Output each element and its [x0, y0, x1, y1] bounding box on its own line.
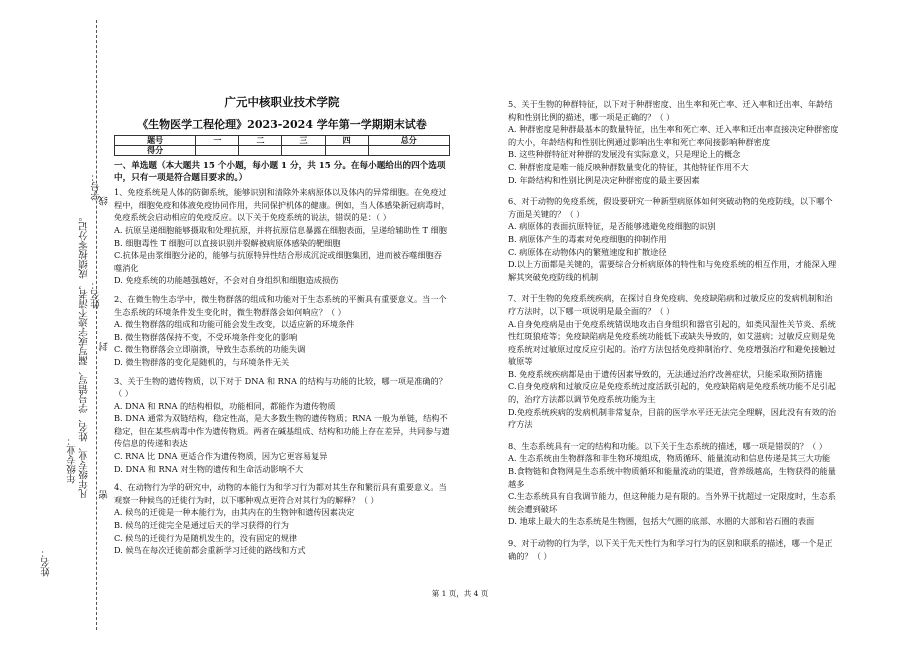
option: B. 细胞毒性 T 细胞可以直接识别并裂解被病原体感染的靶细胞 — [114, 237, 341, 248]
option: C. 候鸟的迁徙行为是随机发生的，没有固定的规律 — [114, 532, 298, 543]
right-column — [508, 98, 840, 571]
page-footer: 第 1 页，共 4 页 — [431, 589, 489, 598]
option: C.自身免疫病和过敏反应是免疫系统过度活跃引起的，免疫缺陷病是免疫系统功能不足引起的，治疗方法都以调节免疫系统功能为主 — [508, 381, 836, 405]
question-stem: 9、对于动物的行为学，以下关于先天性行为和学习行为的区别和联系的描述，哪一个是正确的？（ ） — [508, 538, 833, 561]
question-3 — [114, 375, 450, 476]
option: A. 抗原呈递细胞能够摄取和处理抗原，并将抗原信息暴露在细胞表面，呈递给辅助性 T 细胞 — [114, 224, 447, 235]
option: C.抗体是由浆细胞分泌的，能够与抗原特异性结合形成沉淀或细胞集团，进而被吞噬细胞吞噬消化 — [114, 250, 442, 273]
option: C. 微生物群落会立即崩溃，导致生态系统的功能失调 — [114, 344, 306, 355]
seal-mark: 封 — [99, 342, 110, 352]
binding-rule: 凡年级专业、姓名、学号错写、漏写或字迹不清者， — [79, 280, 90, 499]
option: D. 年龄结构和性别比例是决定种群密度的最主要因素 — [508, 174, 700, 185]
score-header-cell: 三 — [282, 136, 325, 146]
option: A. 病原体的表面抗原特征，是否能够逃避免疫细胞的识别 — [508, 221, 716, 232]
option: D.免疫系统疾病的发病机制非常复杂，目前的医学水平还无法完全理解，因此没有有效的治疗方法 — [508, 406, 837, 430]
option: B. 病原体产生的毒素对免疫细胞的抑制作用 — [508, 233, 667, 244]
question-stem: 3、关于生物的遗传物质，以下对于 DNA 和 RNA 的结构与功能的比较，哪一项是准确的？（ ） — [114, 375, 447, 399]
question-stem: 8、生态系统具有一定的结构和功能。以下关于生态系统的描述，哪一项是错误的？（ ） — [508, 440, 827, 451]
option: A. 微生物群落的组成和功能可能会发生改变，以适应新的环境条件 — [114, 319, 355, 330]
option: A. 生态系统由生物群落和非生物环境组成，物质循环、能量流动和信息传递是其三大功能 — [508, 453, 831, 464]
binding-cut-line — [96, 20, 97, 630]
option: B. 免疫系统疾病都是由于遗传因素导致的，无法通过治疗改善症状，只能采取预防措施 — [508, 368, 823, 379]
score-cell[interactable] — [196, 146, 239, 156]
option: A. DNA 和 RNA 的结构相似，功能相同，都能作为遗传物质 — [114, 400, 336, 411]
exam-note: 成绩按零分记。 — [79, 212, 90, 279]
section-title: 一、单选题（本大题共 15 个小题，每小题 1 分，共 15 分。在每小题给出的四个选项中，只有一项是符合题目要求的。） — [114, 161, 446, 184]
question-7 — [508, 292, 840, 431]
option: C. RNA 比 DNA 更适合作为遗传物质，因为它更容易复异 — [114, 451, 328, 462]
question-stem: 7、对于生物的免疫系统疾病，在探讨自身免疫病、免疫缺陷病和过敏反应的发病机制和治疗方法时，以下哪一项说明是最全面的？（ ） — [508, 293, 833, 316]
question-stem: 5、关于生物的种群特征，以下对于种群密度、出生率和死亡率、迁入率和迁出率、年龄结构和性别比例的描述，哪一项是正确的？（ ） — [508, 99, 833, 122]
score-row-label: 得分 — [115, 146, 196, 156]
option: B. 这些种群特征对种群的发展没有实际意义，只是理论上的概念 — [508, 149, 741, 160]
school-name: 广元中核职业技术学院 — [224, 95, 340, 109]
score-cell[interactable] — [282, 146, 325, 156]
binding-margin — [0, 0, 112, 651]
grade-major-label: 年级专业： — [67, 436, 78, 484]
option: A. 种群密度是种群最基本的数量特征，出生率和死亡率、迁入率和迁出率直接决定种群密度的大小，年龄结构和性别比例通过影响出生率和死亡率间接影响种群密度 — [508, 124, 839, 147]
question-8 — [508, 440, 840, 528]
option: D. 地球上最大的生态系统是生物圈，包括大气圈的底部、水圈的大部和岩石圈的表面 — [508, 516, 815, 527]
score-cell[interactable] — [325, 146, 368, 156]
score-header-cell: 二 — [239, 136, 282, 146]
name-label-2: 姓名： — [41, 548, 52, 577]
option: A.自身免疫病是由于免疫系统错误地攻击自身组织和器官引起的，如类风湿性关节炎、系统性红斑狼疮等；免疫缺陷病是免疫系统功能低下或缺失导致的，如艾滋病；过敏反应则是免疫系统对过敏原过度反应引起的。治疗方法包括免疫抑制治疗、免疫增强治疗和避免接触过敏原等 — [508, 318, 836, 367]
option: A. 候鸟的迁徙是一种本能行为，由其内在的生物钟和遗传因素决定 — [114, 507, 355, 518]
question-1 — [114, 186, 450, 287]
option: B.食物链和食物网是生态系统中物质循环和能量流动的渠道，营养级越高，生物获得的能量越多 — [508, 466, 836, 489]
question-9 — [508, 537, 840, 562]
question-2 — [114, 293, 450, 369]
student-id-label: 学号： — [91, 172, 102, 201]
question-stem: 1、免疫系统是人体的防御系统，能够识别和清除外来病原体以及体内的异常细胞。在免疫过程中，细胞免疫和体液免疫协同作用，共同保护机体的健康。例如，当人体感染新冠病毒时，免疫系统会启动相应的免疫反应。以下关于免疫系统的说法，错误的是：（ ） — [114, 187, 450, 223]
score-table-header-row — [115, 136, 450, 146]
option: C.生态系统具有自我调节能力，但这种能力是有限的。当外界干扰超过一定限度时，生态系统会遭到破坏 — [508, 491, 836, 514]
question-stem: 2、在微生物生态学中，微生物群落的组成和功能对于生态系统的平衡具有重要意义。当一个生态系统的环境条件发生变化时，微生物群落会如何响应？（ ） — [114, 293, 447, 317]
score-table-row — [115, 146, 450, 156]
left-column — [114, 94, 450, 563]
option: D. 免疫系统的功能越强越好，不会对自身组织和细胞造成损伤 — [114, 275, 339, 286]
option: B. 候鸟的迁徙完全是通过后天的学习获得的行为 — [114, 520, 289, 531]
exam-title: 《生物医学工程伦理》2023-2024 学年第一学期期末试卷 — [137, 117, 427, 131]
option: D. DNA 和 RNA 对生物的遗传和生命活动影响不大 — [114, 463, 304, 474]
name-label: 姓名： — [91, 280, 102, 309]
option: B. 微生物群落保持不变，不受环境条件变化的影响 — [114, 331, 298, 342]
option: D. 候鸟在每次迁徙前都会重新学习迁徙的路线和方式 — [114, 545, 306, 556]
question-4 — [114, 481, 450, 557]
score-header-cell: 题号 — [115, 136, 196, 146]
score-cell[interactable] — [239, 146, 282, 156]
score-table — [114, 135, 450, 156]
secret-mark: 密 — [99, 490, 110, 500]
score-header-cell: 总分 — [368, 136, 449, 146]
question-6 — [508, 195, 840, 283]
score-header-cell: 一 — [196, 136, 239, 146]
question-stem: 4、在动物行为学的研究中，动物的本能行为和学习行为都对其生存和繁衍具有重要意义。当观察一种候鸟的迁徙行为时，以下哪种观点更符合对其行为的解释？（ ） — [114, 482, 447, 505]
question-stem: 6、对于动物的免疫系统，假设要研究一种新型病原体如何突破动物的免疫防线，以下哪个方面是关键的？（ ） — [508, 196, 833, 219]
line-mark: 线 — [99, 196, 110, 206]
score-header-cell: 四 — [325, 136, 368, 146]
question-5 — [508, 98, 840, 186]
option: B. DNA 通常为双链结构，稳定性高，是大多数生物的遗传物质；RNA 一般为单链，结构不稳定，但在某些病毒中作为遗传物质。两者在碱基组成、结构和功能上存在差异，共同参与遗传信息的传递和表达 — [114, 413, 450, 449]
option: D.以上方面都是关键的，需要综合分析病原体的特性和与免疫系统的相互作用，才能深入理解其突破免疫防线的机制 — [508, 259, 837, 282]
option: D. 微生物群落的变化是随机的，与环境条件无关 — [114, 356, 290, 367]
option: C. 病原体在动物体内的繁殖速度和扩散途径 — [508, 246, 667, 257]
option: C. 种群密度是唯一能反映种群数量变化的特征，其他特征作用不大 — [508, 161, 749, 172]
score-cell[interactable] — [368, 146, 449, 156]
